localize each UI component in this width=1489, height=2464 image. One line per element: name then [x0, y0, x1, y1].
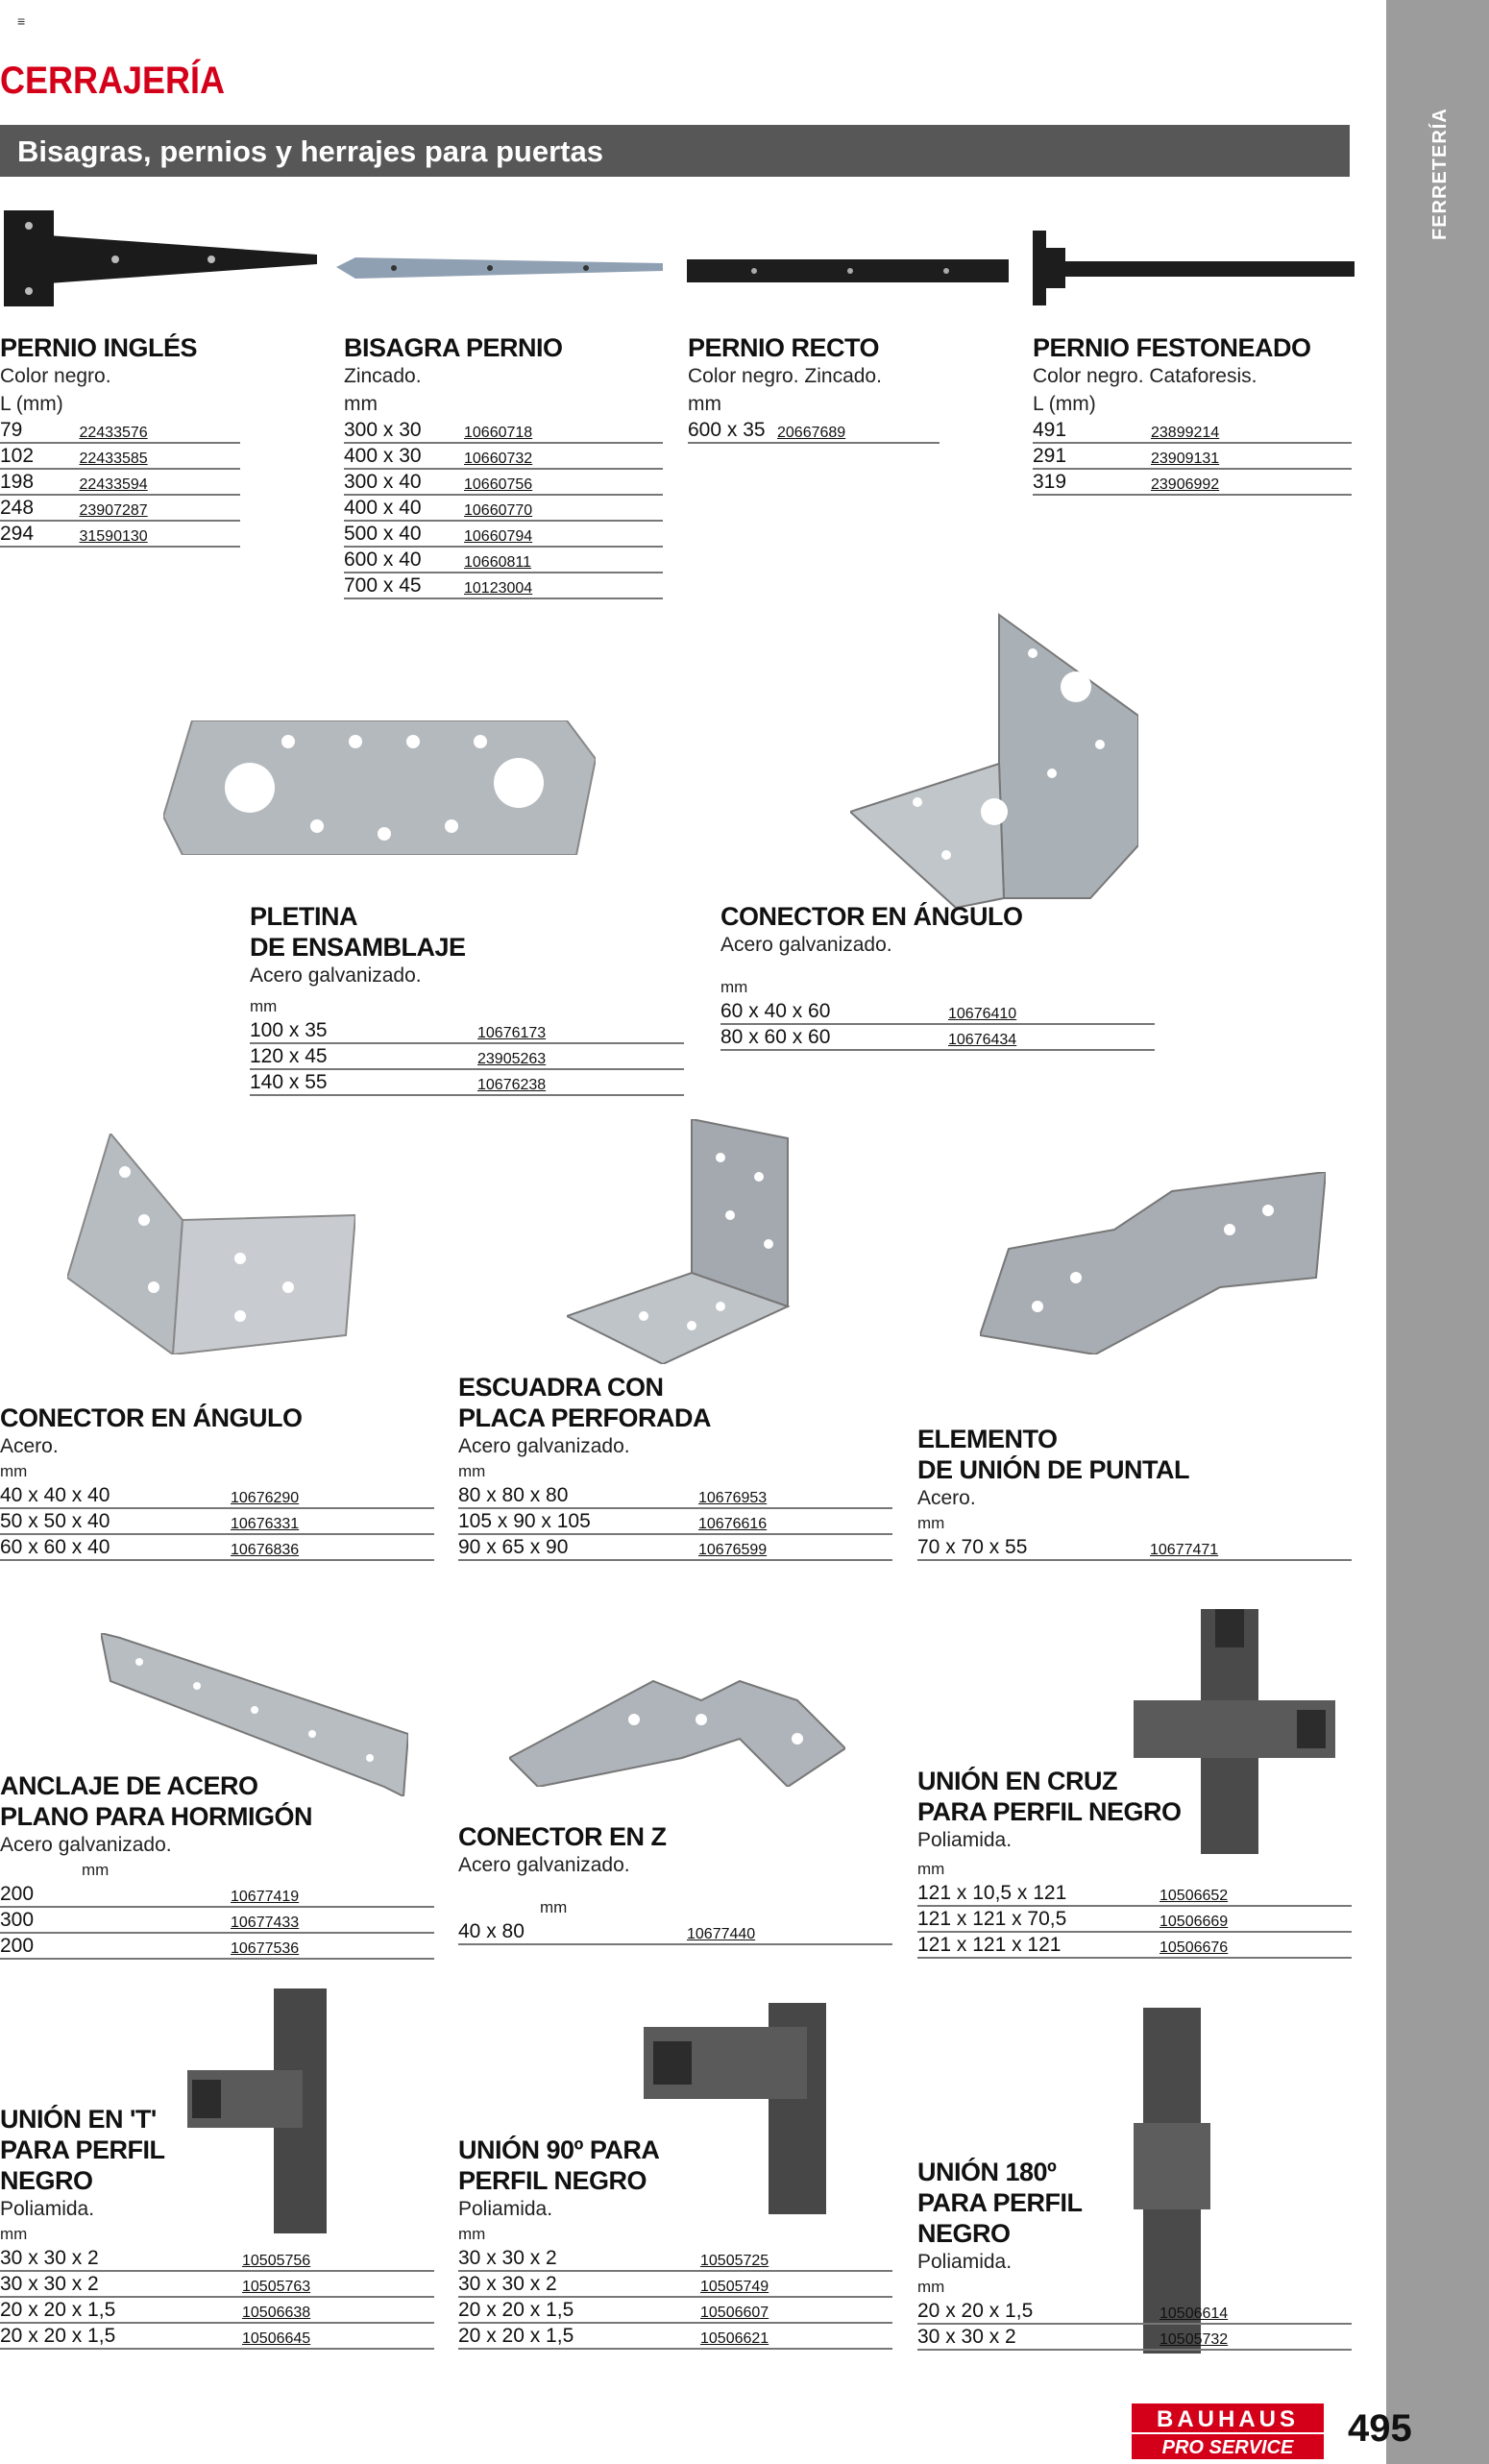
- product-title: BISAGRA PERNIO: [344, 333, 563, 362]
- conector-angulo-acero-image: [67, 1134, 355, 1354]
- table-row: 294 31590130: [0, 521, 240, 547]
- product-unit: L (mm): [1033, 393, 1096, 415]
- table-row: 90 x 65 x 90 10676599: [458, 1534, 892, 1560]
- elemento-union-puntal-image: [980, 1172, 1326, 1354]
- table-row: 80 x 60 x 60 10676434: [720, 1024, 1155, 1050]
- product-description: Poliamida.: [917, 1829, 1013, 1851]
- product-pernio-recto: [688, 332, 940, 444]
- product-title: CONECTOR EN Z: [458, 1822, 667, 1851]
- product-title: CONECTOR EN ÁNGULO: [0, 1403, 303, 1432]
- product-title-line: ELEMENTO: [917, 1425, 1058, 1453]
- bisagra-pernio-image: [336, 250, 663, 288]
- product-description: Acero.: [917, 1487, 976, 1509]
- product-description: Acero.: [0, 1435, 59, 1457]
- table-row: 400 x 30 10660732: [344, 443, 663, 469]
- table-row: 300 10677433: [0, 1907, 434, 1933]
- product-elemento-union-puntal: [917, 1424, 1352, 1561]
- code-table: [344, 417, 663, 599]
- table-row: 140 x 55 10676238: [250, 1069, 684, 1095]
- table-row: 200 10677536: [0, 1933, 434, 1959]
- product-bisagra-pernio: [344, 332, 663, 599]
- product-title-line: PERFIL NEGRO: [458, 2166, 647, 2195]
- product-conector-z: [458, 1821, 892, 1945]
- product-unit: mm: [720, 978, 748, 996]
- product-conector-angulo-galvanizado: [720, 901, 1155, 1051]
- code-table: [0, 417, 240, 548]
- table-row: 30 x 30 x 2 10505732: [917, 2324, 1352, 2350]
- table-row: 300 x 40 10660756: [344, 469, 663, 495]
- table-row: 20 x 20 x 1,5 10506645: [0, 2323, 434, 2349]
- section-title: CERRAJERÍA: [0, 60, 226, 102]
- table-row: 248 23907287: [0, 495, 240, 521]
- table-row: 600 x 35 20667689: [688, 417, 940, 443]
- product-pernio-ingles: [0, 332, 240, 548]
- code-table: [917, 2298, 1352, 2351]
- product-pletina: [250, 901, 684, 1096]
- table-row: 121 x 121 x 121 10506676: [917, 1932, 1352, 1958]
- code-table: [250, 1017, 684, 1096]
- table-row: 20 x 20 x 1,5 10506614: [917, 2298, 1352, 2324]
- code-table: [0, 1881, 434, 1960]
- table-row: 30 x 30 x 2 10505756: [0, 2245, 434, 2271]
- product-unit: mm: [458, 2225, 486, 2243]
- table-row: 120 x 45 23905263: [250, 1043, 684, 1069]
- table-row: 30 x 30 x 2 10505749: [458, 2271, 892, 2297]
- product-union-180: [917, 2157, 1352, 2351]
- product-pernio-festoneado: [1033, 332, 1352, 496]
- table-row: 20 x 20 x 1,5 10506638: [0, 2297, 434, 2323]
- table-row: 700 x 45 10123004: [344, 573, 663, 598]
- code-table: [688, 417, 940, 444]
- product-unit: mm: [688, 393, 721, 415]
- product-description: Acero galvanizado.: [0, 1834, 172, 1856]
- product-title-line: PARA PERFIL: [917, 2188, 1083, 2217]
- subtitle-bar: [0, 125, 1350, 177]
- subtitle: Bisagras, pernios y herrajes para puertas: [17, 134, 603, 168]
- table-row: 491 23899214: [1033, 417, 1352, 443]
- product-title-line: UNIÓN 90º PARA: [458, 2135, 660, 2164]
- code-table: [1033, 417, 1352, 496]
- code-table: [458, 1482, 892, 1561]
- side-strip: [1386, 0, 1489, 2464]
- table-row: 40 x 80 10677440: [458, 1918, 892, 1944]
- table-row: 319 23906992: [1033, 469, 1352, 495]
- table-row: 60 x 60 x 40 10676836: [0, 1534, 434, 1560]
- table-row: 20 x 20 x 1,5 10506621: [458, 2323, 892, 2349]
- product-description: Poliamida.: [917, 2251, 1013, 2273]
- conector-z-image: [509, 1643, 845, 1787]
- product-description: Color negro. Zincado.: [688, 365, 882, 387]
- table-row: 40 x 40 x 40 10676290: [0, 1482, 434, 1508]
- product-title-line: PLETINA: [250, 902, 358, 931]
- table-row: 102 22433585: [0, 443, 240, 469]
- table-row: 121 x 10,5 x 121 10506652: [917, 1880, 1352, 1906]
- product-title-line: ESCUADRA CON: [458, 1373, 664, 1402]
- table-row: 79 22433576: [0, 417, 240, 443]
- product-description: Color negro.: [0, 365, 111, 387]
- product-union-90: [458, 2135, 892, 2350]
- code-table: [720, 998, 1155, 1051]
- product-union-cruz: [917, 1766, 1352, 1959]
- code-table: [917, 1880, 1352, 1959]
- escuadra-placa-image: [567, 1119, 845, 1364]
- product-unit: mm: [917, 1514, 945, 1532]
- product-description: Acero galvanizado.: [250, 964, 422, 987]
- table-row: 80 x 80 x 80 10676953: [458, 1482, 892, 1508]
- product-title-line: ANCLAJE DE ACERO: [0, 1771, 258, 1800]
- product-unit: mm: [917, 2278, 945, 2296]
- table-row: 121 x 121 x 70,5 10506669: [917, 1906, 1352, 1932]
- product-title-line: DE ENSAMBLAJE: [250, 933, 466, 962]
- product-unit: mm: [82, 1861, 110, 1879]
- table-row: 100 x 35 10676173: [250, 1017, 684, 1043]
- product-title-line: UNIÓN EN 'T': [0, 2105, 157, 2134]
- table-row: 60 x 40 x 60 10676410: [720, 998, 1155, 1024]
- product-title-line: DE UNIÓN DE PUNTAL: [917, 1455, 1190, 1484]
- product-description: Poliamida.: [458, 2198, 553, 2220]
- code-table: [0, 2245, 434, 2350]
- table-row: 198 22433594: [0, 469, 240, 495]
- table-row: 30 x 30 x 2 10505725: [458, 2245, 892, 2271]
- product-description: Acero galvanizado.: [458, 1435, 630, 1457]
- product-title-line: PARA PERFIL: [0, 2135, 165, 2164]
- code-table: [917, 1534, 1352, 1561]
- conector-angulo-galv-image: [850, 610, 1138, 908]
- pernio-ingles-image: [0, 207, 317, 312]
- pernio-festoneado-image: [1033, 231, 1355, 307]
- product-title: CONECTOR EN ÁNGULO: [720, 902, 1023, 931]
- product-title: PERNIO RECTO: [688, 333, 880, 362]
- product-description: Acero galvanizado.: [458, 1854, 630, 1876]
- product-unit: mm: [344, 393, 378, 415]
- table-row: 20 x 20 x 1,5 10506607: [458, 2297, 892, 2323]
- code-table: [458, 2245, 892, 2350]
- product-title-line: UNIÓN 180º: [917, 2158, 1057, 2186]
- table-row: 70 x 70 x 55 10677471: [917, 1534, 1352, 1560]
- code-table: [458, 1918, 892, 1945]
- side-category-label: FERRETERÍA: [1429, 108, 1451, 240]
- product-title-line: NEGRO: [917, 2219, 1011, 2248]
- product-unit: mm: [0, 1462, 28, 1480]
- menu-icon[interactable]: ≡: [17, 13, 26, 29]
- product-title-line: PLANO PARA HORMIGÓN: [0, 1802, 312, 1831]
- code-table: [0, 1482, 434, 1561]
- bauhaus-pro-service-logo: [1132, 2403, 1324, 2459]
- page-number: 495: [1348, 2407, 1412, 2450]
- product-union-t: [0, 2104, 434, 2350]
- table-row: 600 x 40 10660811: [344, 547, 663, 573]
- product-description: Zincado.: [344, 365, 422, 387]
- pernio-recto-image: [687, 255, 1009, 288]
- product-description: Poliamida.: [0, 2198, 95, 2220]
- product-unit: L (mm): [0, 393, 63, 415]
- table-row: 500 x 40 10660794: [344, 521, 663, 547]
- table-row: 105 x 90 x 105 10676616: [458, 1508, 892, 1534]
- product-title: PERNIO FESTONEADO: [1033, 333, 1311, 362]
- product-unit: mm: [540, 1898, 568, 1916]
- product-title-line: PLACA PERFORADA: [458, 1403, 712, 1432]
- product-title-line: PARA PERFIL NEGRO: [917, 1797, 1182, 1826]
- table-row: 200 10677419: [0, 1881, 434, 1907]
- product-escuadra-placa: [458, 1372, 892, 1561]
- product-title-line: NEGRO: [0, 2166, 93, 2195]
- product-anclaje-acero: [0, 1770, 434, 1960]
- table-row: 291 23909131: [1033, 443, 1352, 469]
- table-row: 300 x 30 10660718: [344, 417, 663, 443]
- product-description: Color negro. Cataforesis.: [1033, 365, 1257, 387]
- product-unit: mm: [917, 1860, 945, 1878]
- product-title: PERNIO INGLÉS: [0, 333, 198, 362]
- table-row: 400 x 40 10660770: [344, 495, 663, 521]
- product-unit: mm: [250, 997, 278, 1015]
- product-unit: mm: [0, 2225, 28, 2243]
- product-unit: mm: [458, 1462, 486, 1480]
- product-description: Acero galvanizado.: [720, 934, 892, 956]
- svg-text:BAUHAUS: BAUHAUS: [1157, 2406, 1299, 2432]
- pletina-image: [163, 720, 596, 855]
- product-title-line: UNIÓN EN CRUZ: [917, 1767, 1117, 1795]
- table-row: 50 x 50 x 40 10676331: [0, 1508, 434, 1534]
- table-row: 30 x 30 x 2 10505763: [0, 2271, 434, 2297]
- svg-text:PRO SERVICE: PRO SERVICE: [1161, 2437, 1294, 2458]
- product-conector-angulo-acero: [0, 1403, 434, 1561]
